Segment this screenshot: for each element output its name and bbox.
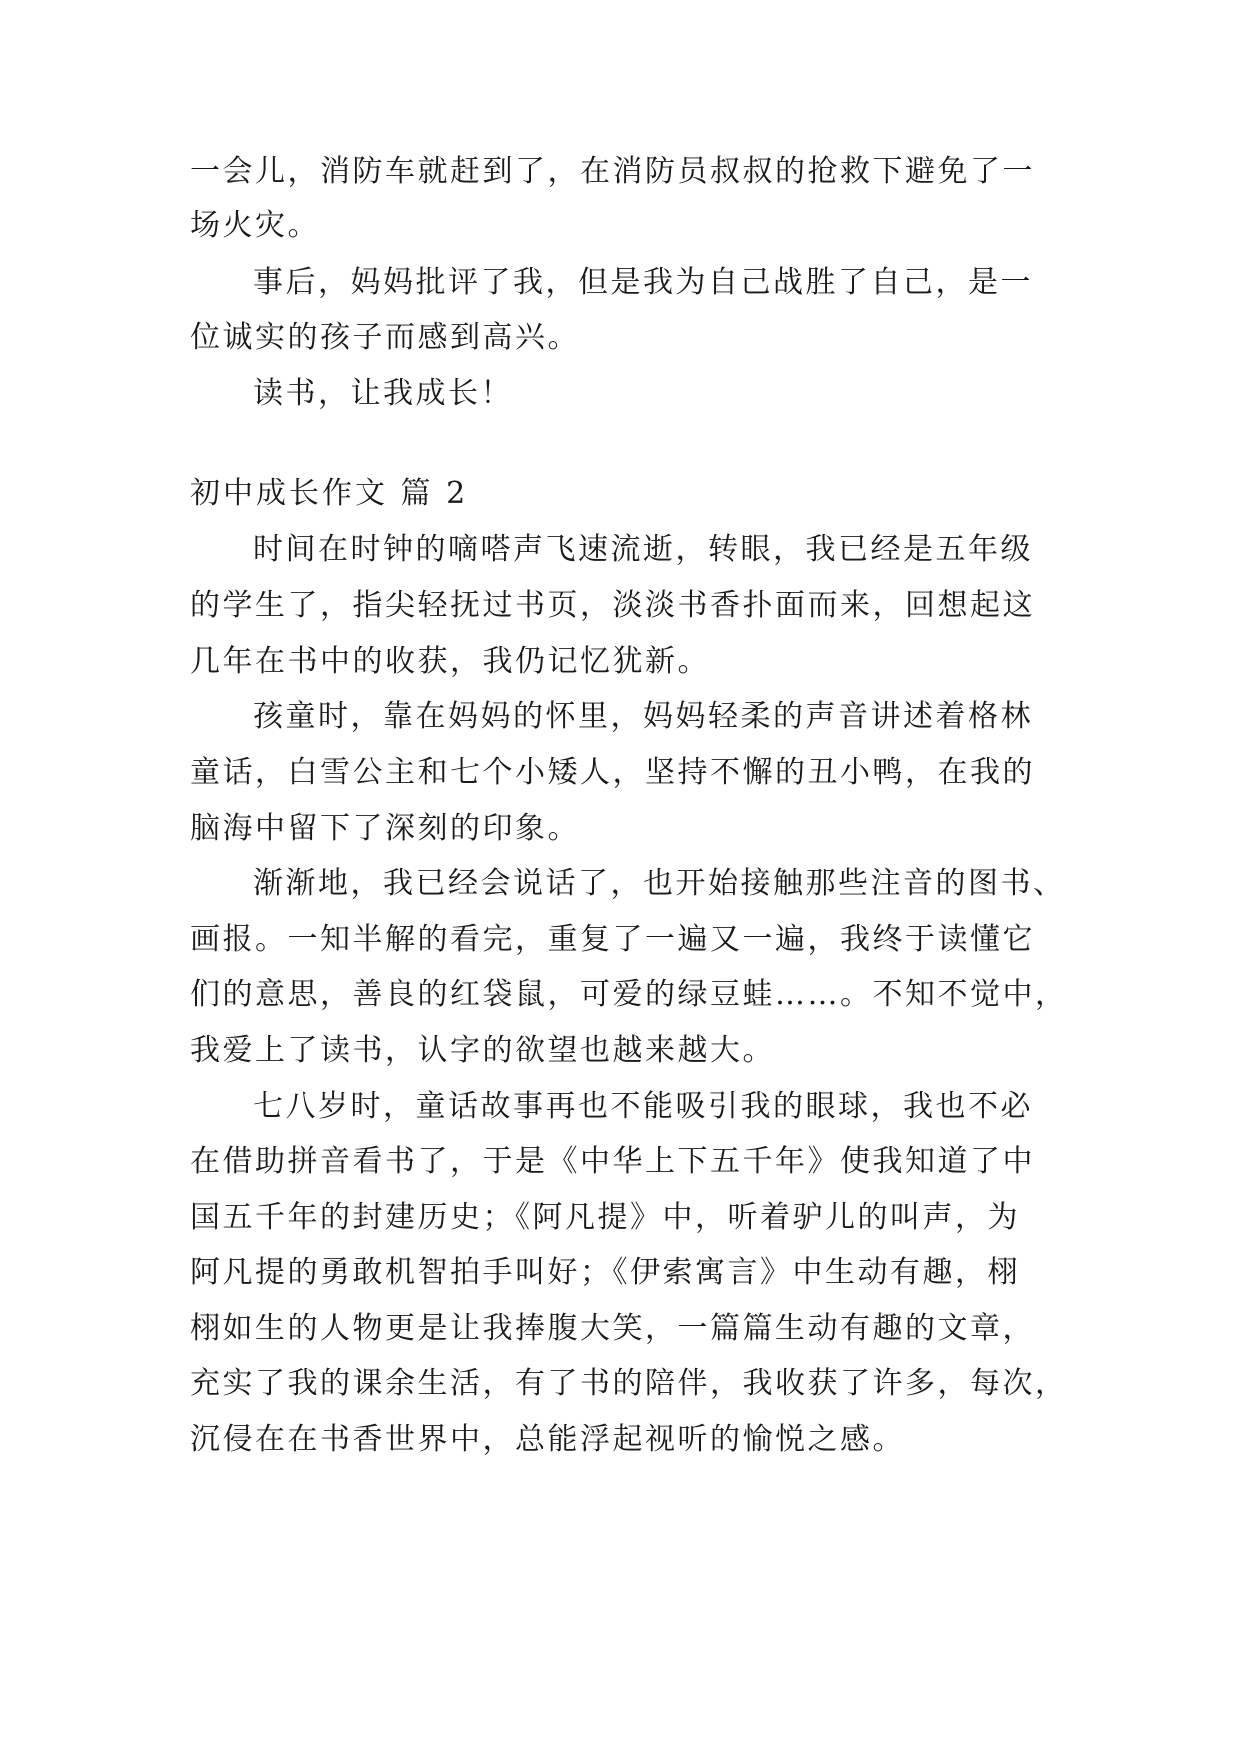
paragraph-line: 沉侵在在书香世界中，总能浮起视听的愉悦之感。 (190, 1422, 905, 1457)
paragraph-line: 栩如生的人物更是让我捧腹大笑，一篇篇生动有趣的文章， (190, 1311, 1035, 1346)
paragraph-line: 的学生了，指尖轻抚过书页，淡淡书香扑面而来，回想起这 (190, 588, 1035, 623)
paragraph-line: 事后，妈妈批评了我，但是我为自己战胜了自己，是一 (253, 265, 1033, 300)
paragraph-line: 几年在书中的收获，我仍记忆犹新。 (190, 644, 710, 679)
paragraph-line: 我爱上了读书，认字的欲望也越来越大。 (190, 1033, 775, 1068)
paragraph-line: 阿凡提的勇敢机智拍手叫好；《伊索寓言》中生动有趣，栩 (190, 1255, 1020, 1290)
paragraph-line: 国五千年的封建历史；《阿凡提》中，听着驴儿的叫声，为 (190, 1200, 1020, 1235)
paragraph-line: 们的意思，善良的红袋鼠，可爱的绿豆蛙……。不知不觉中， (190, 977, 1068, 1012)
paragraph-line: 时间在时钟的嘀嗒声飞速流逝，转眼，我已经是五年级 (253, 532, 1033, 567)
paragraph-line: 渐渐地，我已经会说话了，也开始接触那些注音的图书、 (253, 866, 1066, 901)
paragraph-line: 画报。一知半解的看完，重复了一遍又一遍，我终于读懂它 (190, 922, 1035, 957)
paragraph-line: 孩童时，靠在妈妈的怀里，妈妈轻柔的声音讲述着格林 (253, 699, 1033, 734)
paragraph-line: 充实了我的课余生活，有了书的陪伴，我收获了许多，每次， (190, 1366, 1068, 1401)
section-heading: 初中成长作文 篇 2 (190, 476, 469, 511)
paragraph-line: 场火灾。 (190, 208, 320, 243)
paragraph-line: 一会儿，消防车就赶到了，在消防员叔叔的抢救下避免了一 (190, 154, 1035, 189)
paragraph-line: 七八岁时，童话故事再也不能吸引我的眼球，我也不必 (253, 1089, 1033, 1124)
paragraph-line: 童话，白雪公主和七个小矮人，坚持不懈的丑小鸭，在我的 (190, 755, 1035, 790)
paragraph-line: 位诚实的孩子而感到高兴。 (190, 320, 580, 355)
paragraph-line: 读书，让我成长！ (253, 376, 513, 411)
paragraph-line: 在借助拼音看书了，于是《中华上下五千年》使我知道了中 (190, 1144, 1035, 1179)
paragraph-line: 脑海中留下了深刻的印象。 (190, 811, 580, 846)
